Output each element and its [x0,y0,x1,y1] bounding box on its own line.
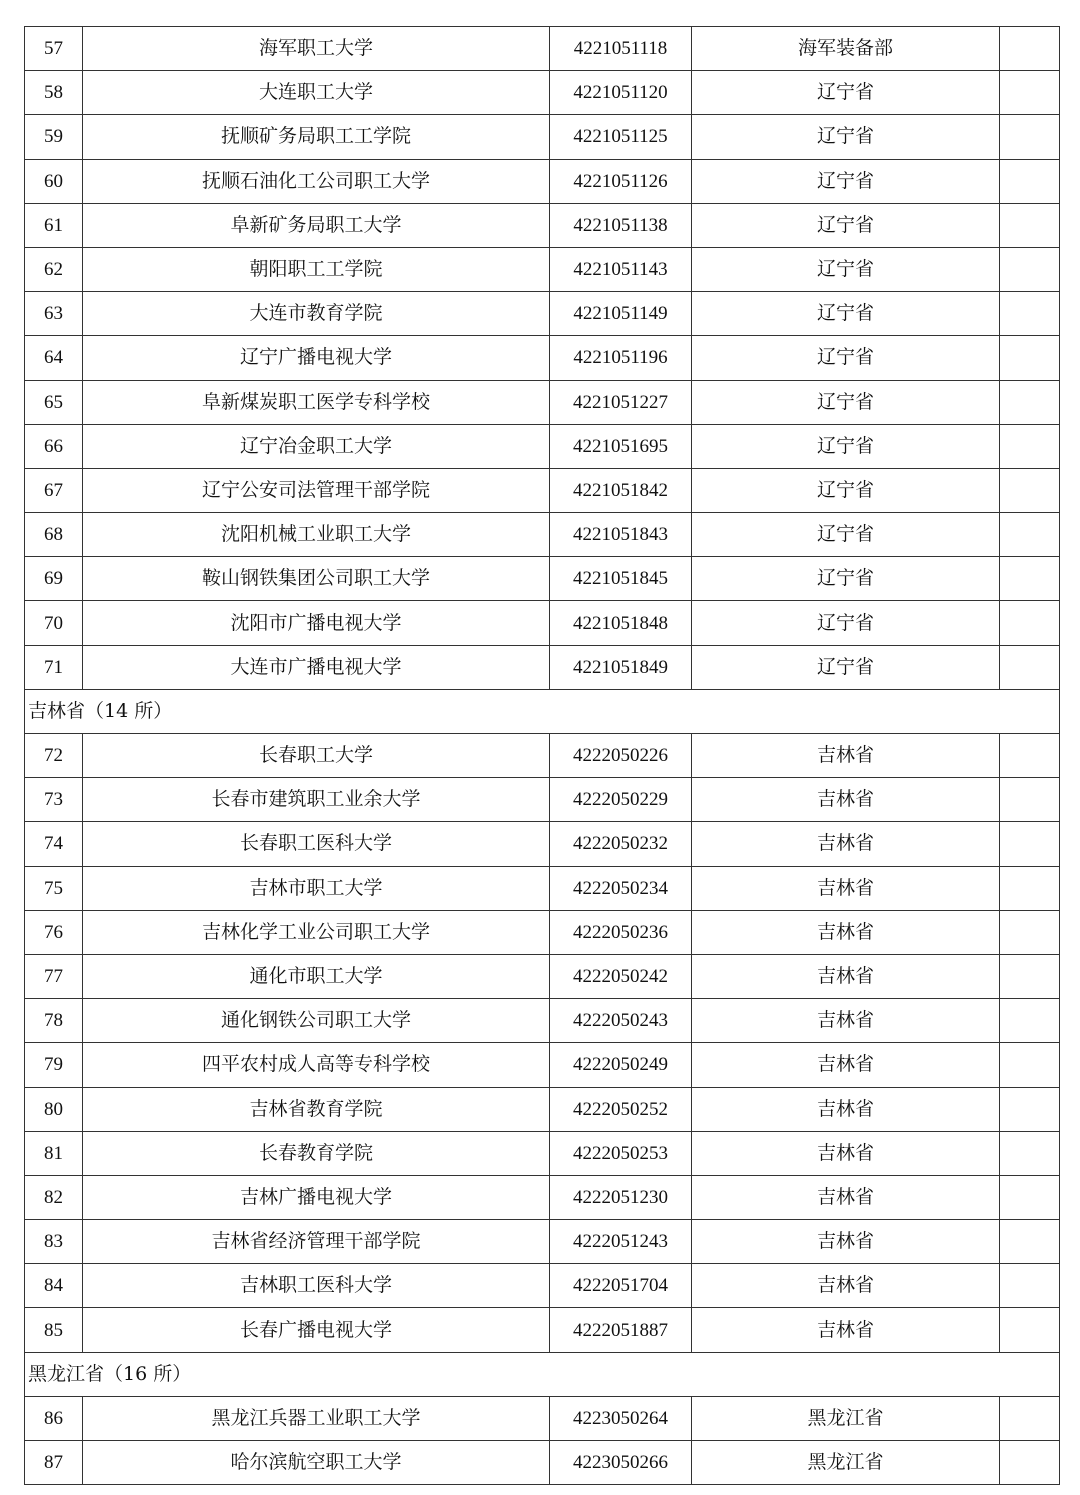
remarks-cell [1000,203,1060,247]
institution-code-cell: 4221051227 [550,380,692,424]
table-row [25,513,1060,557]
row-number-cell: 57 [25,27,83,71]
row-number-cell: 78 [25,999,83,1043]
institution-name-cell: 四平农村成人高等专科学校 [83,1043,550,1087]
row-number-cell: 83 [25,1220,83,1264]
institution-code-cell: 4221051118 [550,27,692,71]
institution-code-cell: 4222051887 [550,1308,692,1352]
institution-name-cell: 黑龙江兵器工业职工大学 [83,1396,550,1440]
institution-code-cell: 4221051695 [550,424,692,468]
remarks-cell [1000,778,1060,822]
table-row [25,115,1060,159]
table-row [25,1264,1060,1308]
table-row [25,822,1060,866]
row-number-cell: 81 [25,1131,83,1175]
institution-code-cell: 4222051243 [550,1220,692,1264]
institution-name-cell: 抚顺矿务局职工工学院 [83,115,550,159]
institution-code-cell: 4221051849 [550,645,692,689]
supervising-dept-cell: 吉林省 [692,999,1000,1043]
supervising-dept-cell: 吉林省 [692,1131,1000,1175]
table-row [25,27,1060,71]
remarks-cell [1000,822,1060,866]
supervising-dept-cell: 辽宁省 [692,513,1000,557]
institution-name-cell: 吉林市职工大学 [83,866,550,910]
row-number-cell: 76 [25,910,83,954]
institution-name-cell: 吉林职工医科大学 [83,1264,550,1308]
institution-name-cell: 阜新矿务局职工大学 [83,203,550,247]
row-number-cell: 84 [25,1264,83,1308]
row-number-cell: 73 [25,778,83,822]
remarks-cell [1000,1220,1060,1264]
remarks-cell [1000,468,1060,512]
remarks-cell [1000,645,1060,689]
row-number-cell: 60 [25,159,83,203]
remarks-cell [1000,1131,1060,1175]
institution-table-body [25,27,1060,1485]
table-row [25,71,1060,115]
institution-code-cell: 4222050232 [550,822,692,866]
remarks-cell [1000,1396,1060,1440]
table-row [25,1087,1060,1131]
table-row [25,1308,1060,1352]
table-row [25,292,1060,336]
institution-name-cell: 鞍山钢铁集团公司职工大学 [83,557,550,601]
table-row [25,1175,1060,1219]
supervising-dept-cell: 海军装备部 [692,27,1000,71]
institution-name-cell: 长春广播电视大学 [83,1308,550,1352]
table-row [25,159,1060,203]
row-number-cell: 70 [25,601,83,645]
institution-code-cell: 4221051120 [550,71,692,115]
institution-code-cell: 4221051126 [550,159,692,203]
institution-name-cell: 大连市教育学院 [83,292,550,336]
row-number-cell: 86 [25,1396,83,1440]
institution-code-cell: 4221051149 [550,292,692,336]
row-number-cell: 75 [25,866,83,910]
remarks-cell [1000,1264,1060,1308]
institution-name-cell: 抚顺石油化工公司职工大学 [83,159,550,203]
institution-name-cell: 长春职工医科大学 [83,822,550,866]
supervising-dept-cell: 吉林省 [692,910,1000,954]
institution-name-cell: 长春教育学院 [83,1131,550,1175]
table-row [25,203,1060,247]
institution-name-cell: 长春市建筑职工业余大学 [83,778,550,822]
remarks-cell [1000,954,1060,998]
supervising-dept-cell: 辽宁省 [692,115,1000,159]
supervising-dept-cell: 辽宁省 [692,203,1000,247]
supervising-dept-cell: 吉林省 [692,1087,1000,1131]
row-number-cell: 82 [25,1175,83,1219]
table-row [25,866,1060,910]
institution-name-cell: 沈阳机械工业职工大学 [83,513,550,557]
province-section-row [25,1352,1060,1396]
supervising-dept-cell: 辽宁省 [692,601,1000,645]
institution-code-cell: 4223050264 [550,1396,692,1440]
institution-name-cell: 吉林省教育学院 [83,1087,550,1131]
remarks-cell [1000,601,1060,645]
institution-code-cell: 4221051138 [550,203,692,247]
remarks-cell [1000,115,1060,159]
row-number-cell: 63 [25,292,83,336]
institution-code-cell: 4222050252 [550,1087,692,1131]
row-number-cell: 62 [25,247,83,291]
remarks-cell [1000,159,1060,203]
institution-name-cell: 朝阳职工工学院 [83,247,550,291]
institution-name-cell: 吉林省经济管理干部学院 [83,1220,550,1264]
institution-code-cell: 4221051143 [550,247,692,291]
province-section-label: 黑龙江省（16 所） [25,1352,1060,1396]
row-number-cell: 72 [25,734,83,778]
remarks-cell [1000,27,1060,71]
institution-name-cell: 通化市职工大学 [83,954,550,998]
remarks-cell [1000,513,1060,557]
table-row [25,557,1060,601]
table-row [25,601,1060,645]
institution-code-cell: 4222050236 [550,910,692,954]
row-number-cell: 77 [25,954,83,998]
supervising-dept-cell: 吉林省 [692,954,1000,998]
institution-code-cell: 4222050249 [550,1043,692,1087]
institution-code-cell: 4221051845 [550,557,692,601]
institution-code-cell: 4222050229 [550,778,692,822]
institution-name-cell: 通化钢铁公司职工大学 [83,999,550,1043]
institution-code-cell: 4222050234 [550,866,692,910]
institution-code-cell: 4221051842 [550,468,692,512]
remarks-cell [1000,1043,1060,1087]
supervising-dept-cell: 辽宁省 [692,424,1000,468]
supervising-dept-cell: 辽宁省 [692,645,1000,689]
supervising-dept-cell: 辽宁省 [692,292,1000,336]
institution-name-cell: 沈阳市广播电视大学 [83,601,550,645]
institution-code-cell: 4222050226 [550,734,692,778]
remarks-cell [1000,557,1060,601]
institution-name-cell: 辽宁广播电视大学 [83,336,550,380]
table-row [25,1131,1060,1175]
supervising-dept-cell: 吉林省 [692,1264,1000,1308]
table-row [25,999,1060,1043]
row-number-cell: 80 [25,1087,83,1131]
table-row [25,247,1060,291]
institution-code-cell: 4222050243 [550,999,692,1043]
supervising-dept-cell: 辽宁省 [692,71,1000,115]
table-row [25,336,1060,380]
institution-code-cell: 4222051704 [550,1264,692,1308]
remarks-cell [1000,1087,1060,1131]
table-row [25,645,1060,689]
table-row [25,1220,1060,1264]
remarks-cell [1000,999,1060,1043]
remarks-cell [1000,1441,1060,1485]
table-row [25,778,1060,822]
remarks-cell [1000,380,1060,424]
row-number-cell: 59 [25,115,83,159]
supervising-dept-cell: 辽宁省 [692,468,1000,512]
row-number-cell: 85 [25,1308,83,1352]
institution-code-cell: 4221051125 [550,115,692,159]
row-number-cell: 58 [25,71,83,115]
row-number-cell: 67 [25,468,83,512]
table-row [25,1043,1060,1087]
supervising-dept-cell: 吉林省 [692,1308,1000,1352]
remarks-cell [1000,866,1060,910]
table-row [25,910,1060,954]
supervising-dept-cell: 吉林省 [692,866,1000,910]
institution-name-cell: 大连市广播电视大学 [83,645,550,689]
supervising-dept-cell: 吉林省 [692,778,1000,822]
supervising-dept-cell: 辽宁省 [692,247,1000,291]
table-row [25,734,1060,778]
remarks-cell [1000,424,1060,468]
remarks-cell [1000,336,1060,380]
institution-name-cell: 辽宁冶金职工大学 [83,424,550,468]
institution-code-cell: 4221051196 [550,336,692,380]
institution-name-cell: 阜新煤炭职工医学专科学校 [83,380,550,424]
row-number-cell: 64 [25,336,83,380]
supervising-dept-cell: 吉林省 [692,1220,1000,1264]
row-number-cell: 79 [25,1043,83,1087]
institution-table [24,26,1060,1485]
supervising-dept-cell: 吉林省 [692,1043,1000,1087]
row-number-cell: 74 [25,822,83,866]
document-page [24,26,1056,1485]
remarks-cell [1000,910,1060,954]
remarks-cell [1000,292,1060,336]
institution-code-cell: 4222051230 [550,1175,692,1219]
institution-code-cell: 4223050266 [550,1441,692,1485]
institution-name-cell: 辽宁公安司法管理干部学院 [83,468,550,512]
institution-name-cell: 大连职工大学 [83,71,550,115]
row-number-cell: 61 [25,203,83,247]
row-number-cell: 66 [25,424,83,468]
institution-code-cell: 4221051848 [550,601,692,645]
institution-name-cell: 吉林广播电视大学 [83,1175,550,1219]
supervising-dept-cell: 吉林省 [692,734,1000,778]
row-number-cell: 71 [25,645,83,689]
table-row [25,468,1060,512]
remarks-cell [1000,1308,1060,1352]
supervising-dept-cell: 辽宁省 [692,336,1000,380]
row-number-cell: 68 [25,513,83,557]
supervising-dept-cell: 辽宁省 [692,380,1000,424]
supervising-dept-cell: 辽宁省 [692,159,1000,203]
row-number-cell: 69 [25,557,83,601]
institution-name-cell: 哈尔滨航空职工大学 [83,1441,550,1485]
institution-name-cell: 海军职工大学 [83,27,550,71]
supervising-dept-cell: 辽宁省 [692,557,1000,601]
supervising-dept-cell: 黑龙江省 [692,1441,1000,1485]
institution-code-cell: 4221051843 [550,513,692,557]
row-number-cell: 87 [25,1441,83,1485]
supervising-dept-cell: 黑龙江省 [692,1396,1000,1440]
province-section-row [25,689,1060,733]
table-row [25,380,1060,424]
supervising-dept-cell: 吉林省 [692,822,1000,866]
remarks-cell [1000,71,1060,115]
table-row [25,1396,1060,1440]
remarks-cell [1000,247,1060,291]
remarks-cell [1000,1175,1060,1219]
table-row [25,954,1060,998]
institution-code-cell: 4222050242 [550,954,692,998]
supervising-dept-cell: 吉林省 [692,1175,1000,1219]
row-number-cell: 65 [25,380,83,424]
institution-name-cell: 吉林化学工业公司职工大学 [83,910,550,954]
province-section-label: 吉林省（14 所） [25,689,1060,733]
remarks-cell [1000,734,1060,778]
institution-code-cell: 4222050253 [550,1131,692,1175]
table-row [25,1441,1060,1485]
table-row [25,424,1060,468]
institution-name-cell: 长春职工大学 [83,734,550,778]
